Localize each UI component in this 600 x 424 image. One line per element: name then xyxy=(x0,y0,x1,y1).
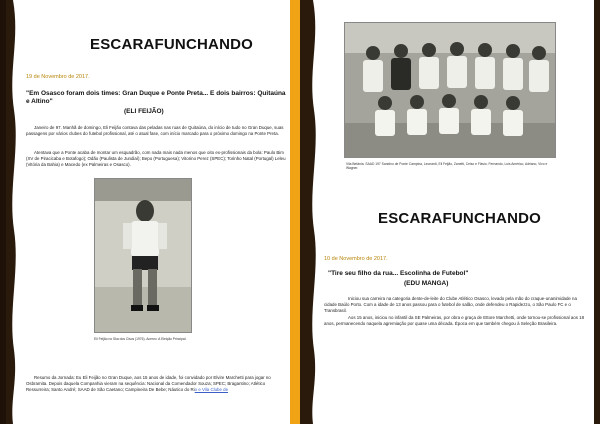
team-photo-caption: Vila Betânia. SAAD 197 Sandino de Ponte Campina, Leonardi, Eli Feijão, Zanetti, Celso e Flávio. Fernando, Luis Américo, Adriano, Vivo e Wagner. xyxy=(346,162,548,171)
article-author: (ELI FEIJÃO) xyxy=(124,108,164,115)
article-author: (EDU MANGA) xyxy=(404,280,449,287)
team-photo xyxy=(344,22,556,158)
player-photo-image xyxy=(95,179,192,333)
wavy-border-right xyxy=(306,0,320,424)
bottom-text: Resumo da Jornada: Eu Eli Feijão no Gran Duque, aos 15 anos de idade, foi convidado por Elvire Marchetti para jogar no Osbramita. Depois daquela Companhia vieram na sequência: Nacional da Comendador Souza; SPEC; Bragantino; Atlético Ressurreira; Santo André; SAAD de São Caetano; Campineira De Bebe; Náutico do Ri xyxy=(26,375,271,393)
article-date: 10 de Novembro de 2017. xyxy=(324,256,388,262)
article-headline: "Tire seu filho da rua... Escolinha de Futebol" xyxy=(328,270,469,277)
article-paragraph: Iniciou sua carreira na categoria dente-de-leite do Clube Atlético Osasco, levado pela mão do craque-unanimidade na cidade Baúlo Porto. Com a idade de 13 anos passou para o futebol de salão, onde defendeu o Rapidezzo, o São Paulo FC e o Transbrasil. xyxy=(324,296,577,314)
team-photo-image xyxy=(345,23,556,158)
article-paragraph: Aos 15 anos, iniciou no infantil da SE Palmeiras, por obra e graça de Ettore Marchetti, onde tornou-se profissional aos 18 anos, permanecendo naquela agremiação por quase uma década. Época em que também chegou à Seleção Brasileira. xyxy=(324,315,585,327)
right-page xyxy=(306,0,594,424)
article-paragraph: Atentava que a Ponte acaba de montar um esquadrão, com nada mais nada menos que oito ex-profissionais da bola: Paulo Bim (XV de Piracicaba e Botafogo); Odão (Paulista de Jundiaí); Bepo (Portuguesa); Vitorino Perez (SPEC); Torinho Natal (Portugal) Leleu (Vitória da Bahia) e Macedo (ex Palmeiras e Osasco). xyxy=(26,150,286,168)
player-photo xyxy=(94,178,192,333)
article-paragraph xyxy=(26,375,288,394)
left-page xyxy=(6,0,290,424)
wavy-border-left xyxy=(6,0,20,424)
gold-spine xyxy=(290,0,300,424)
page-title: ESCARAFUNCHANDO xyxy=(90,36,253,53)
article-link[interactable]: o e Vila Clube de xyxy=(194,387,229,393)
page-title: ESCARAFUNCHANDO xyxy=(378,210,541,227)
article-headline: "Em Osasco foram dois times: Gran Duque e Ponte Preta... E dois bairros: Quitaúna e Altino" xyxy=(26,90,286,105)
article-paragraph: Janeiro de 97. Manhã de domingo, Eli Feijão contava das peladas nas ruas de Quitaúna, do início de tudo no Gran Duque, suas passagens por vários clubes do futebol profissional, até o atual fase, com início marcado para o próximo domingo na Ponte Preta. xyxy=(26,125,284,137)
article-date: 19 de Novembro de 2017. xyxy=(26,74,90,80)
photo-caption: Eli Feijão no Ska dos Cisos (1976). Acervo: A Eleição Principal. xyxy=(94,337,187,341)
right-edge xyxy=(594,0,600,424)
